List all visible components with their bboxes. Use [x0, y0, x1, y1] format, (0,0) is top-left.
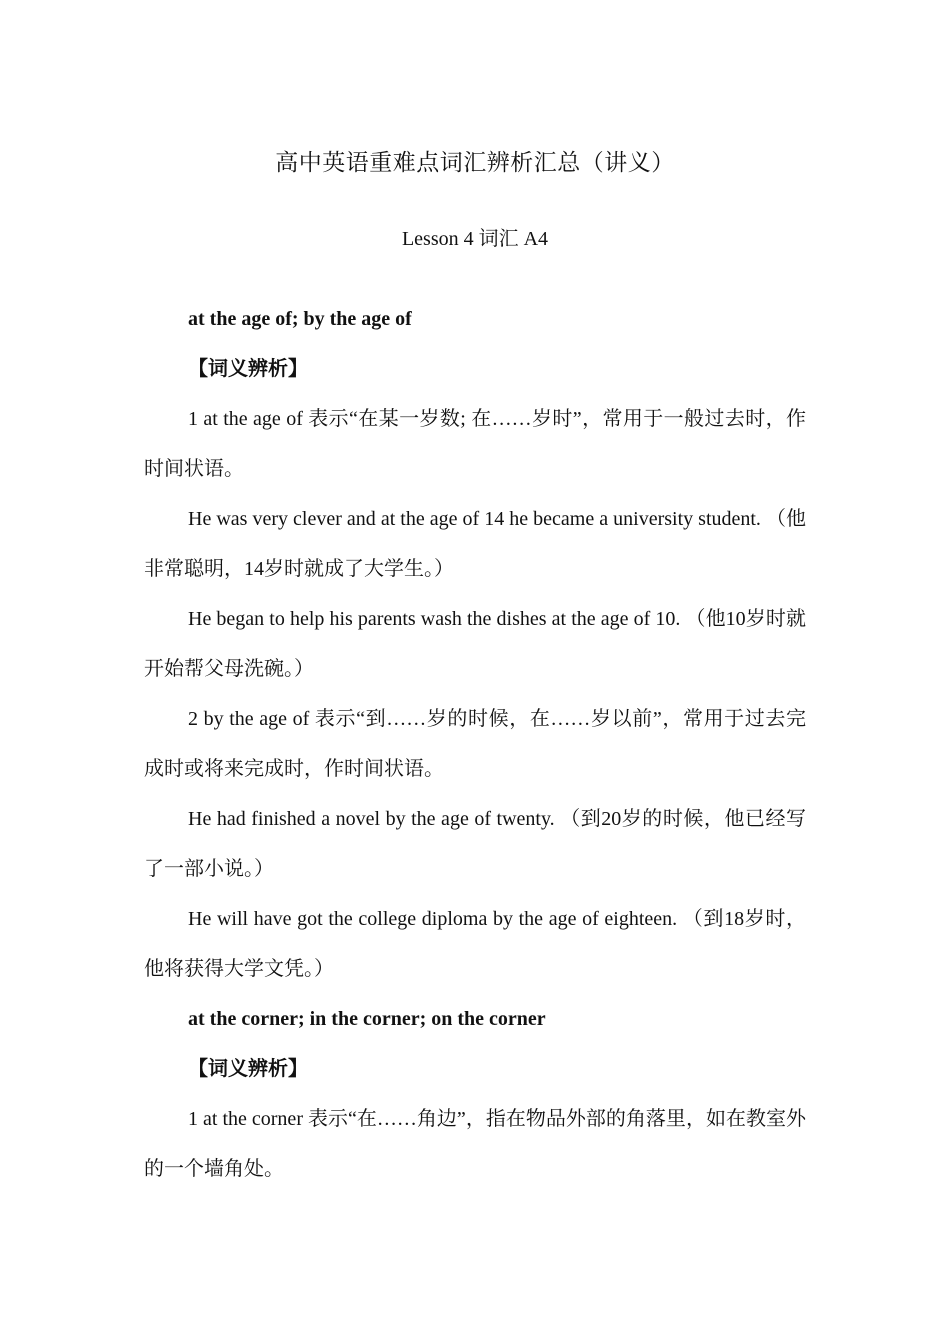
document-body: [144, 294, 806, 1194]
example-sentence: He had finished a novel by the age of twenty. （到20岁的时候，他已经写了一部小说。）: [144, 808, 806, 880]
example-sentence: He began to help his parents wash the dishes at the age of 10. （他10岁时就开始帮父母洗碗。）: [144, 608, 806, 680]
document-title: 高中英语重难点词汇辨析汇总（讲义）: [275, 150, 675, 175]
section-label-meaning: 【词义辨析】: [188, 1058, 308, 1080]
paragraph-by-the-age-of: 2 by the age of 表示“到……岁的时候，在……岁以前”，常用于过去完成时或将来完成时，作时间状语。: [144, 708, 806, 780]
heading-corner-phrases: at the corner; in the corner; on the corner: [188, 1008, 546, 1030]
paragraph-at-the-corner: 1 at the corner 表示“在……角边”，指在物品外部的角落里，如在教室外的一个墙角处。: [144, 1108, 806, 1180]
section-label-meaning: 【词义辨析】: [188, 358, 308, 380]
heading-age-phrases: at the age of; by the age of: [188, 308, 412, 330]
example-sentence: He was very clever and at the age of 14 he became a university student. （他非常聪明，14岁时就成了大学生。）: [144, 508, 806, 580]
example-sentence: He will have got the college diploma by the age of eighteen. （到18岁时，他将获得大学文凭。）: [144, 908, 806, 980]
paragraph-at-the-age-of: 1 at the age of 表示“在某一岁数; 在……岁时”，常用于一般过去时，作时间状语。: [144, 408, 806, 480]
document-subtitle: Lesson 4 词汇 A4: [401, 228, 549, 250]
